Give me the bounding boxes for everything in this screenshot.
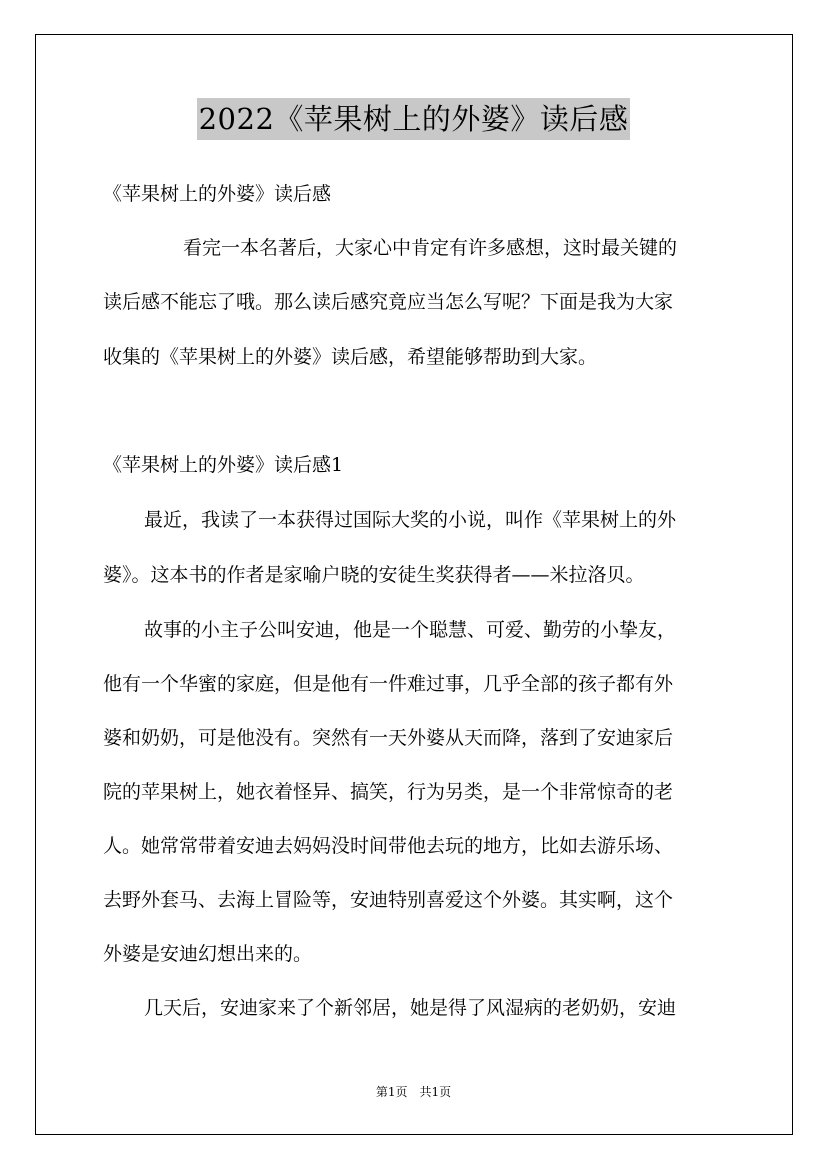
paragraph-2-line-4: 院的苹果树上，她衣着怪异、搞笑，行为另类，是一个非常惊奇的老 <box>103 781 674 803</box>
intro-line-3: 收集的《苹果树上的外婆》读后感，希望能够帮助到大家。 <box>103 346 598 368</box>
intro-line-2: 读后感不能忘了哦。那么读后感究竟应当怎么写呢？下面是我为大家 <box>103 291 674 313</box>
page-number-footer: 第1页 共1页 <box>375 1085 452 1099</box>
document-title: 2022《苹果树上的外婆》读后感 <box>197 98 631 140</box>
title-container <box>0 98 827 140</box>
paragraph-2-line-5: 人。她常常带着安迪去妈妈没时间带他去玩的地方，比如去游乐场、 <box>103 835 674 857</box>
paragraph-1-line-1: 最近，我读了一本获得过国际大奖的小说，叫作《苹果树上的外 <box>144 509 677 531</box>
paragraph-3-line-1: 几天后，安迪家来了个新邻居，她是得了风湿病的老奶奶，安迪 <box>144 997 677 1019</box>
paragraph-2-line-6: 去野外套马、去海上冒险等，安迪特别喜爱这个外婆。其实啊，这个 <box>103 889 674 911</box>
paragraph-2-line-3: 婆和奶奶，可是他没有。突然有一天外婆从天而降，落到了安迪家后 <box>103 727 674 749</box>
intro-line-1: 看完一本名著后，大家心中肯定有许多感想，这时最关键的 <box>183 237 678 259</box>
paragraph-1-line-2: 婆》。这本书的作者是家喻户晓的安徒生奖获得者——米拉洛贝。 <box>103 564 645 586</box>
subtitle: 《苹果树上的外婆》读后感 <box>103 183 332 205</box>
paragraph-2-line-7: 外婆是安迪幻想出来的。 <box>103 943 313 965</box>
paragraph-2-line-1: 故事的小主子公叫安迪，他是一个聪慧、可爱、勤劳的小挚友， <box>144 619 677 641</box>
section-heading: 《苹果树上的外婆》读后感1 <box>103 454 344 476</box>
paragraph-2-line-2: 他有一个华蜜的家庭，但是他有一件难过事，几乎全部的孩子都有外 <box>103 673 674 695</box>
